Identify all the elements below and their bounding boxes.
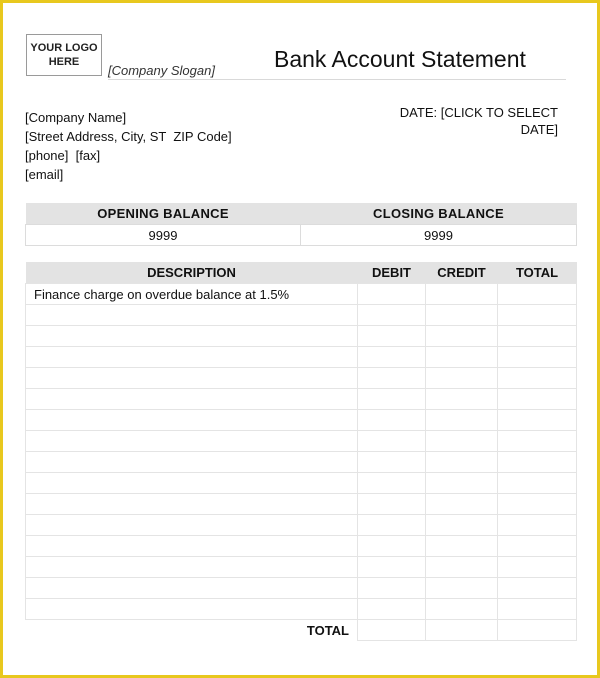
cell-total[interactable] <box>498 368 577 389</box>
cell-credit[interactable] <box>426 326 498 347</box>
cell-credit[interactable] <box>426 305 498 326</box>
table-row <box>26 305 577 326</box>
cell-debit[interactable] <box>358 578 426 599</box>
title-divider <box>108 79 566 80</box>
cell-credit[interactable] <box>426 389 498 410</box>
cell-debit[interactable] <box>358 326 426 347</box>
cell-description[interactable] <box>26 347 358 368</box>
cell-total[interactable] <box>498 305 577 326</box>
total-row <box>26 620 577 641</box>
page-title: Bank Account Statement <box>274 46 526 72</box>
cell-description[interactable] <box>26 305 358 326</box>
table-row <box>26 410 577 431</box>
total-debit-cell[interactable] <box>358 620 426 641</box>
date-line-1: DATE: [CLICK TO SELECT <box>399 105 558 120</box>
cell-debit[interactable] <box>358 557 426 578</box>
cell-debit[interactable] <box>358 305 426 326</box>
cell-description[interactable] <box>26 410 358 431</box>
table-row <box>26 347 577 368</box>
table-row <box>26 578 577 599</box>
cell-credit[interactable] <box>426 557 498 578</box>
logo-placeholder: YOUR LOGO HERE <box>26 34 102 76</box>
total-label: TOTAL <box>306 622 349 638</box>
cell-total[interactable] <box>498 599 577 620</box>
cell-description[interactable] <box>26 431 358 452</box>
company-info <box>25 108 232 184</box>
date-line-2: DATE] <box>520 122 558 137</box>
opening-balance-value[interactable]: 9999 <box>26 225 301 246</box>
cell-credit[interactable] <box>426 284 498 305</box>
cell-description[interactable] <box>26 536 358 557</box>
column-header-total: TOTAL <box>498 262 577 284</box>
cell-description[interactable] <box>26 473 358 494</box>
opening-balance-header: OPENING BALANCE <box>26 203 301 225</box>
table-row <box>26 473 577 494</box>
table-row <box>26 326 577 347</box>
transactions-body <box>26 284 577 641</box>
cell-total[interactable] <box>498 347 577 368</box>
cell-description[interactable]: Finance charge on overdue balance at 1.5% <box>26 284 358 305</box>
cell-credit[interactable] <box>426 410 498 431</box>
cell-total[interactable] <box>498 431 577 452</box>
cell-debit[interactable] <box>358 599 426 620</box>
column-header-description: DESCRIPTION <box>26 262 358 284</box>
cell-description[interactable] <box>26 452 358 473</box>
cell-total[interactable] <box>498 494 577 515</box>
table-row <box>26 284 577 305</box>
cell-total[interactable] <box>498 515 577 536</box>
table-row <box>26 431 577 452</box>
balance-table <box>25 203 577 246</box>
cell-debit[interactable] <box>358 452 426 473</box>
cell-credit[interactable] <box>426 599 498 620</box>
cell-debit[interactable] <box>358 494 426 515</box>
cell-credit[interactable] <box>426 578 498 599</box>
closing-balance-value[interactable]: 9999 <box>301 225 577 246</box>
total-credit-cell[interactable] <box>426 620 498 641</box>
cell-total[interactable] <box>498 557 577 578</box>
column-header-credit: CREDIT <box>426 262 498 284</box>
table-row <box>26 368 577 389</box>
cell-debit[interactable] <box>358 347 426 368</box>
cell-description[interactable] <box>26 368 358 389</box>
cell-credit[interactable] <box>426 368 498 389</box>
company-slogan: [Company Slogan] <box>108 63 215 78</box>
cell-description[interactable] <box>26 326 358 347</box>
cell-total[interactable] <box>498 473 577 494</box>
cell-debit[interactable] <box>358 431 426 452</box>
cell-total[interactable] <box>498 536 577 557</box>
cell-description[interactable] <box>26 557 358 578</box>
table-row <box>26 599 577 620</box>
cell-credit[interactable] <box>426 515 498 536</box>
cell-credit[interactable] <box>426 473 498 494</box>
cell-total[interactable] <box>498 578 577 599</box>
cell-debit[interactable] <box>358 515 426 536</box>
table-row <box>26 494 577 515</box>
company-address[interactable]: [Street Address, City, ST ZIP Code] <box>25 129 232 144</box>
cell-credit[interactable] <box>426 347 498 368</box>
cell-debit[interactable] <box>358 410 426 431</box>
cell-debit[interactable] <box>358 536 426 557</box>
company-name[interactable]: [Company Name] <box>25 110 127 125</box>
cell-description[interactable] <box>26 578 358 599</box>
cell-debit[interactable] <box>358 284 426 305</box>
cell-credit[interactable] <box>426 494 498 515</box>
cell-total[interactable] <box>498 410 577 431</box>
cell-description[interactable] <box>26 599 358 620</box>
closing-balance-header: CLOSING BALANCE <box>301 203 577 225</box>
table-row <box>26 557 577 578</box>
cell-total[interactable] <box>498 452 577 473</box>
cell-debit[interactable] <box>358 389 426 410</box>
date-field[interactable] <box>338 104 558 138</box>
table-row <box>26 452 577 473</box>
column-header-debit: DEBIT <box>358 262 426 284</box>
cell-credit[interactable] <box>426 452 498 473</box>
cell-total[interactable] <box>498 326 577 347</box>
cell-debit[interactable] <box>358 368 426 389</box>
cell-total[interactable] <box>498 284 577 305</box>
cell-credit[interactable] <box>426 536 498 557</box>
cell-debit[interactable] <box>358 473 426 494</box>
cell-credit[interactable] <box>426 431 498 452</box>
cell-description[interactable] <box>26 515 358 536</box>
table-row <box>26 389 577 410</box>
company-email[interactable]: [email] <box>25 167 64 182</box>
transactions-table <box>25 262 577 641</box>
table-row <box>26 536 577 557</box>
cell-total[interactable] <box>498 389 577 410</box>
table-row <box>26 515 577 536</box>
company-contact[interactable]: [phone] [fax] <box>25 148 101 163</box>
cell-description[interactable] <box>26 494 358 515</box>
total-total-cell[interactable] <box>498 620 577 641</box>
cell-description[interactable] <box>26 389 358 410</box>
